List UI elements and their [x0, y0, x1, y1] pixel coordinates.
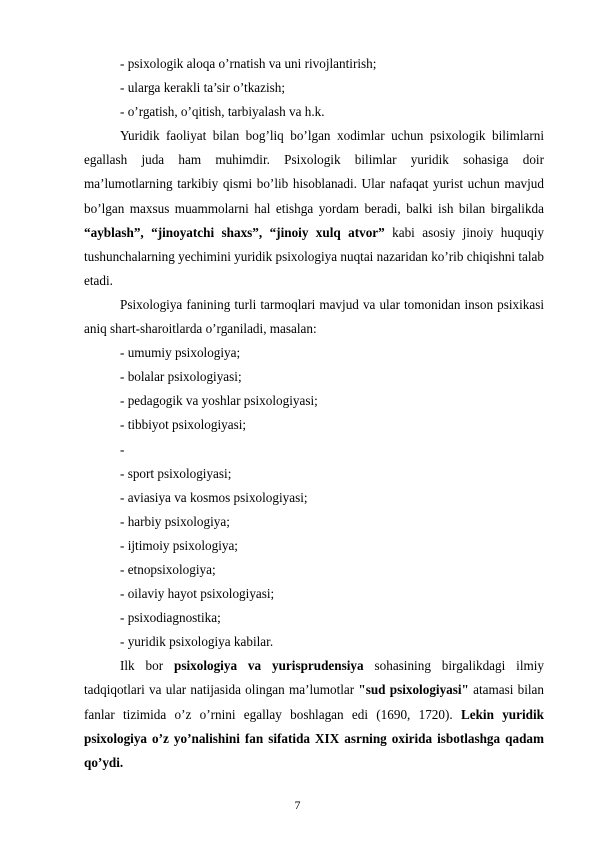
list-item: - psixologik aloqa o’rnatish va uni rivojlantirish;	[84, 52, 544, 76]
list-item: - oilaviy hayot psixologiyasi;	[84, 582, 544, 606]
paragraph-legal-psychology: Yuridik faoliyat bilan bog’liq bo’lgan xodimlar uchun psixologik bilimlarni egallash juda ham muhimdir. Psixologik bilimlar yuridik sohasiga doir ma’lumotlarning tarkibiy qismi bo’lib hisoblanadi. Ular nafaqat yurist uchun mavjud bo’lgan maxsus muammolarni hal etishga yordam beradi, balki ish bilan birgalikda “ayblash”, “jinoyatchi shaxs”, “jinoiy xulq atvor” kabi asosiy jinoiy huquqiy tushunchalarning yechimini yuridik psixologiya nuqtai nazaridan ko’rib chiqishni talab etadi.	[84, 128, 544, 288]
list-item: - ularga kerakli ta’sir o’tkazish;	[84, 76, 544, 100]
page-number: 7	[294, 798, 301, 812]
list-item-empty	[84, 438, 544, 462]
list-item: - etnopsixologiya;	[84, 558, 544, 582]
list-item: - sport psixologiyasi;	[84, 462, 544, 486]
list-item: - umumiy psixologiya;	[84, 341, 544, 365]
list-item: - pedagogik va yoshlar psixologiyasi;	[84, 389, 544, 413]
list-item: - o’rgatish, o’qitish, tarbiyalash va h.k.	[84, 100, 544, 124]
paragraph-court-psychology: Ilk bor psixologiya va yurisprudensiya sohasining birgalikdagi ilmiy tadqiqotlari va ular natijasida olingan ma’lumotlar "sud psixologiyasi" atamasi bilan fanlar tizimida o’z o’rnini egallay boshlagan edi (1690, 1720). Lekin yuridik psixologiya o’z yo’nalishini fan sifatida XIX asrning oxirida isbotlashga qadam qo’ydi.	[84, 658, 545, 770]
list-item: - harbiy psixologiya;	[84, 510, 544, 534]
list-item: - psixodiagnostika;	[84, 606, 544, 630]
list-item: - ijtimoiy psixologiya;	[84, 534, 544, 558]
list-item: - bolalar psixologiyasi;	[84, 365, 544, 389]
page-body	[84, 52, 544, 775]
list-item: - yuridik psixologiya kabilar.	[84, 630, 544, 654]
paragraph-branches-intro: Psixologiya fanining turli tarmoqlari mavjud va ular tomonidan inson psixikasi aniq shart-sharoitlarda o’rganiladi, masalan:	[84, 296, 544, 337]
list-item: - tibbiyot psixologiyasi;	[84, 413, 544, 437]
list-item: - aviasiya va kosmos psixologiyasi;	[84, 486, 544, 510]
